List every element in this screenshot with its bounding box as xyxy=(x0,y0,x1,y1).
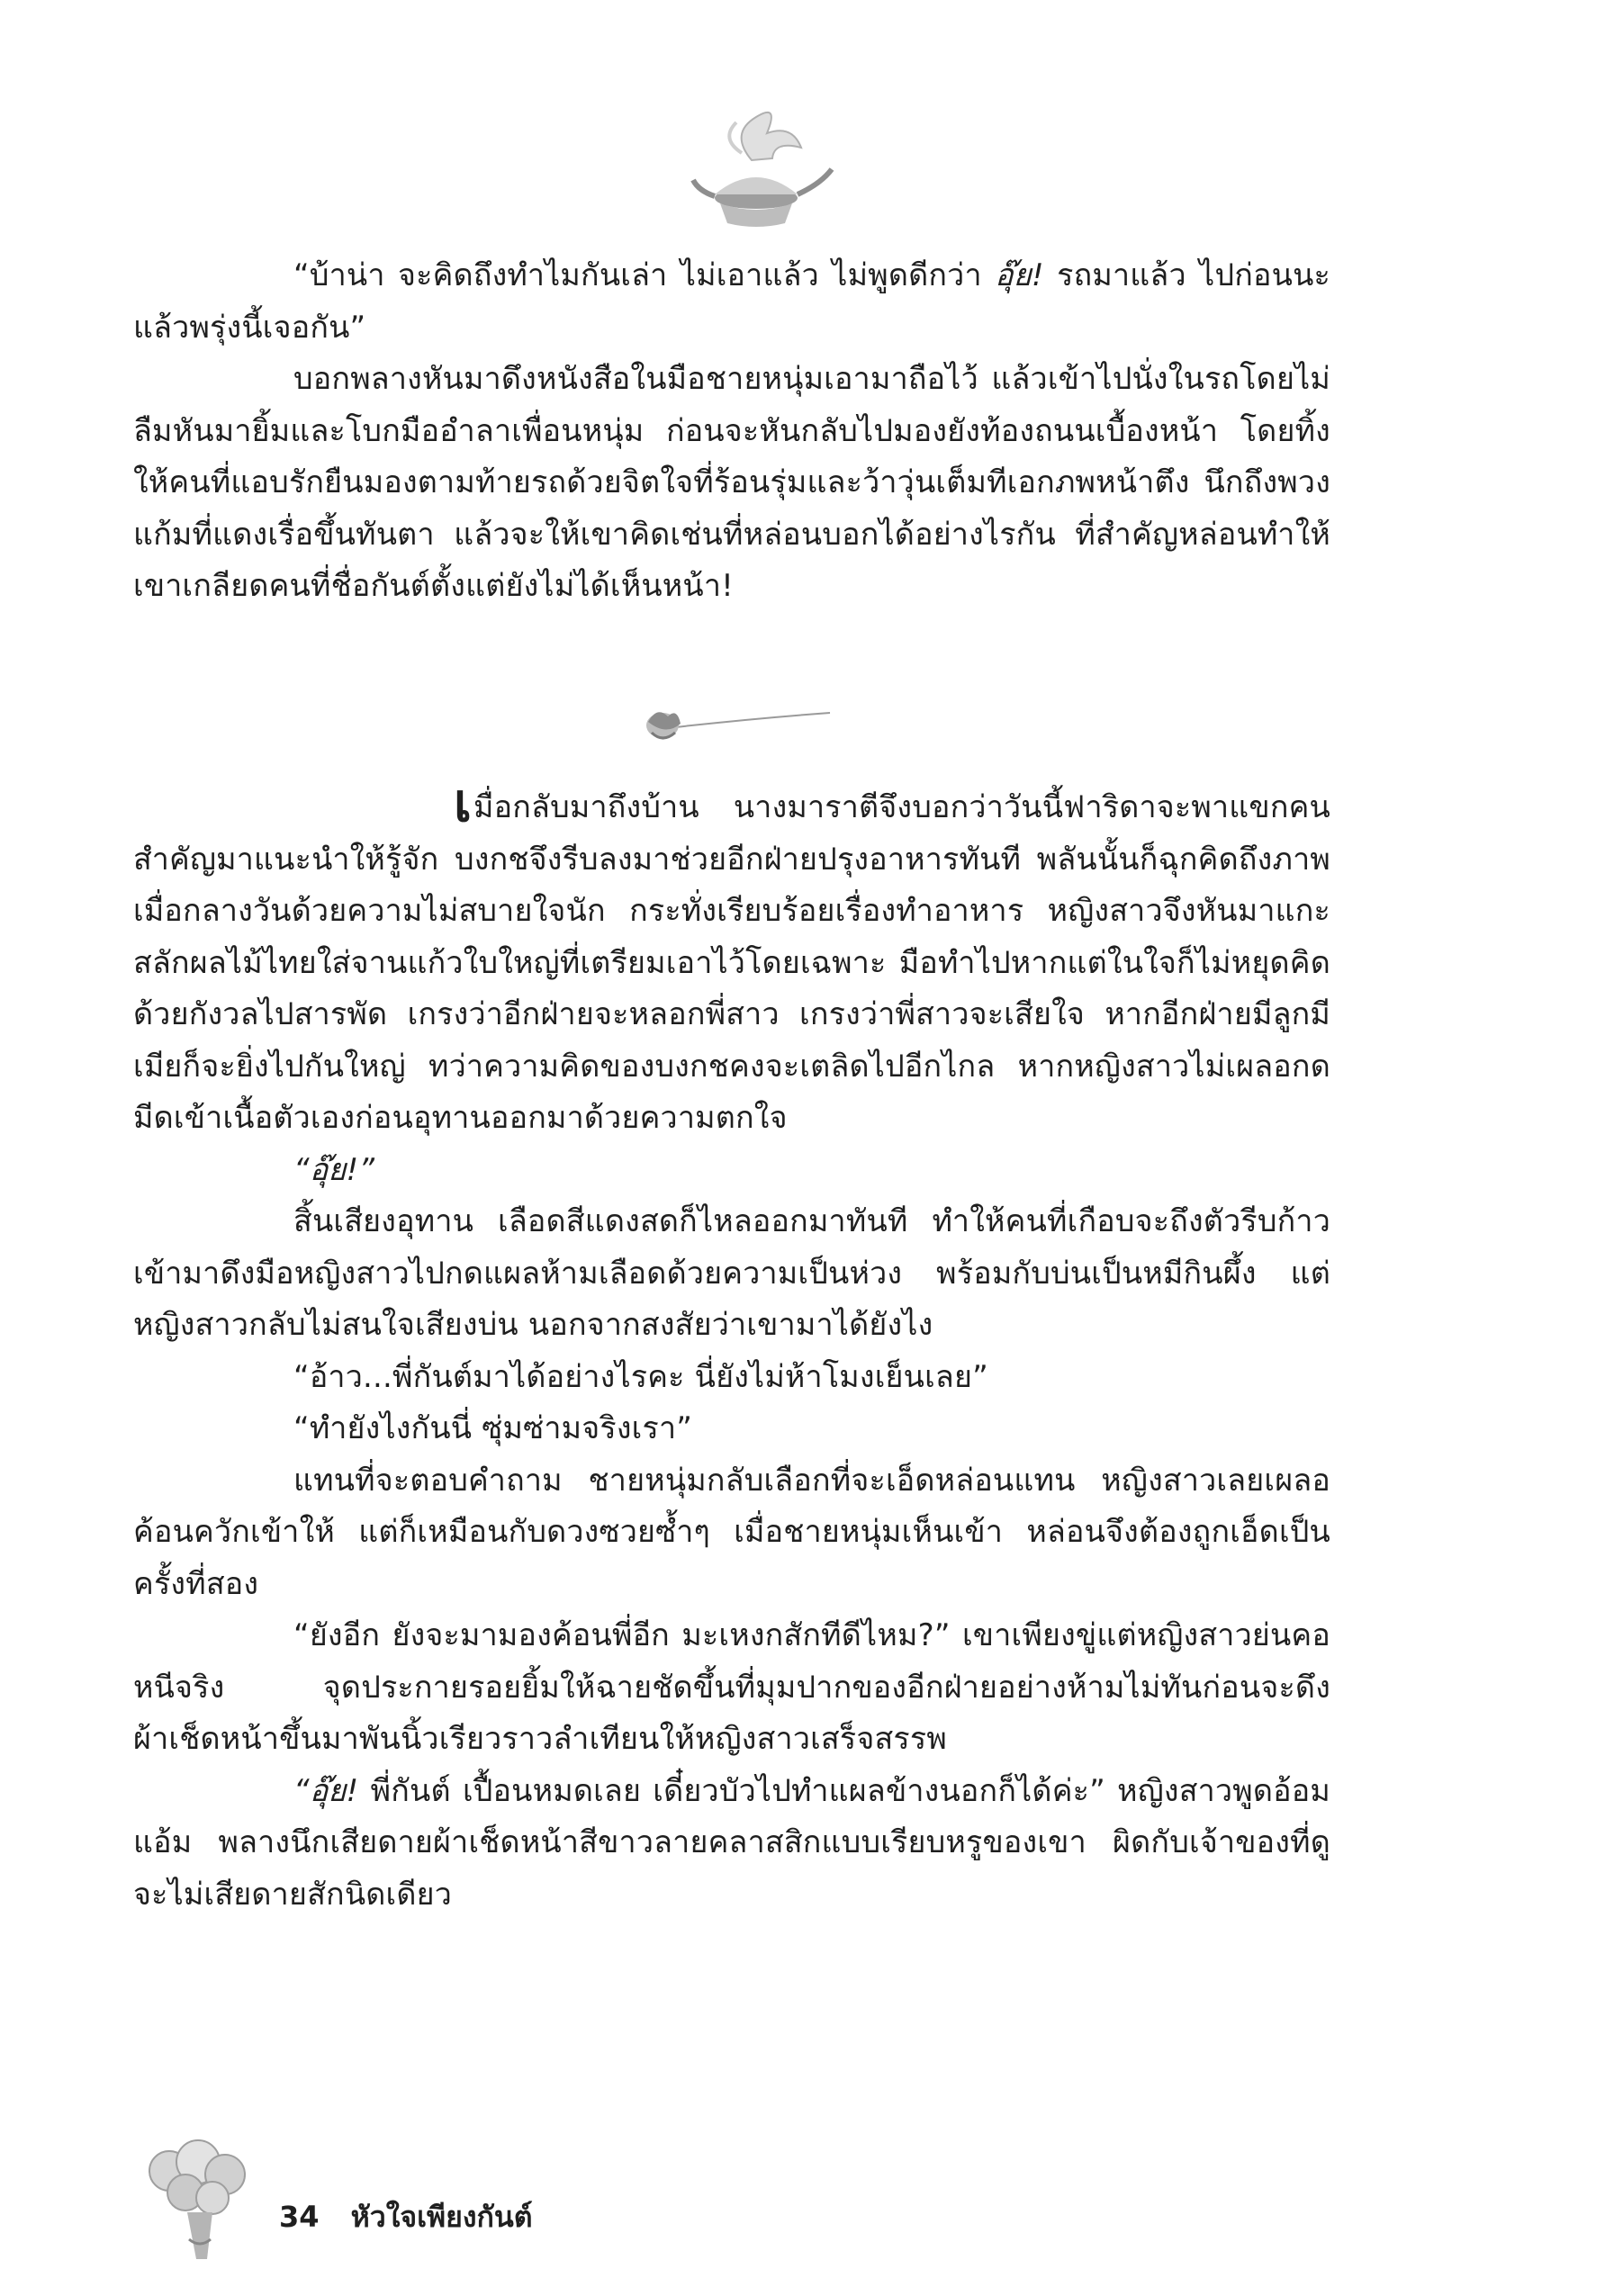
paragraph: บอกพลางหันมาดึงหนังสือในมือชายหนุ่มเอามาถือไว้ แล้วเข้าไปนั่งในรถโดยไม่ลืมหันมายิ้มและโบกมืออำลาเพื่อนหนุ่ม ก่อนจะหันกลับไปมองยังท้องถนนเบื้องหน้า โดยทิ้งให้คนที่แอบรักยืนมองตามท้ายรถด้วยจิตใจที่ร้อนรุ่มและว้าวุ่นเต็มทีเอกภพหน้าตึง นึกถึงพวงแก้มที่แดงเรื่อขึ้นทันตา แล้วจะให้เขาคิดเช่นที่หล่อนบอกได้อย่างไรกัน ที่สำคัญหล่อนทำให้เขาเกลียดคนที่ชื่อกันต์ตั้งแต่ยังไม่ได้เห็นหน้า! xyxy=(133,361,1330,604)
paragraph: “ยังอีก ยังจะมามองค้อนพี่อีก มะเหงกสักทีดีไหม?” เขาเพียงขู่แต่หญิงสาวย่นคอหนีจริง จุดประกายรอยยิ้มให้ฉายชัดขึ้นที่มุมปากของอีกฝ่ายอย่างห้ามไม่ทันก่อนจะดึงผ้าเช็ดหน้าขึ้นมาพันนิ้วเรียวราวลำเทียนให้หญิงสาวเสร็จสรรพ xyxy=(133,1617,1330,1757)
dialogue-text: “บ้าน่า จะคิดถึงทำไมกันเล่า ไม่เอาแล้ว ไม่พูดดีกว่า xyxy=(293,257,996,293)
paragraph: เมื่อกลับมาถึงบ้าน นางมาราตีจึงบอกว่าวันนี้ฟาริดาจะพาแขกคนสำคัญมาแนะนำให้รู้จัก บงกชจึงรีบลงมาช่วยอีกฝ่ายปรุงอาหารทันที พลันนั้นก็ฉุกคิดถึงภาพเมื่อกลางวันด้วยความไม่สบายใจนัก กระทั่งเรียบร้อยเรื่องทำอาหาร หญิงสาวจึงหันมาแกะสลักผลไม้ไทยใส่จานแก้วใบใหญ่ที่เตรียมเอาไว้โดยเฉพาะ มือทำไปหากแต่ในใจก็ไม่หยุดคิด ด้วยกังวลไปสารพัด เกรงว่าอีกฝ่ายจะหลอกพี่สาว เกรงว่าพี่สาวจะเสียใจ หากอีกฝ่ายมีลูกมีเมียก็จะยิ่งไปกันใหญ่ ทว่าความคิดของบงกชคงจะเตลิดไปอีกไกล หากหญิงสาวไม่เผลอกดมีดเข้าเนื้อตัวเองก่อนอุทานออกมาด้วยความตกใจ xyxy=(133,772,1330,1136)
paragraph: แทนที่จะตอบคำถาม ชายหนุ่มกลับเลือกที่จะเอ็ดหล่อนแทน หญิงสาวเลยเผลอค้อนควักเข้าให้ แต่ก็เหมือนกับดวงซวยซ้ำๆ เมื่อชายหนุ่มเห็นเข้า หล่อนจึงต้องถูกเอ็ดเป็นครั้งที่สอง xyxy=(133,1462,1330,1602)
drop-cap: เ xyxy=(454,772,473,833)
paragraph: “อุ๊ย! พี่กันต์ เปื้อนหมดเลย เดี๋ยวบัวไปทำแผลข้างนอกก็ได้ค่ะ” หญิงสาวพูดอ้อมแอ้ม พลางนึกเสียดายผ้าเช็ดหน้าสีขาวลายคลาสสิกแบบเรียบหรูของเขา ผิดกับเจ้าของที่ดูจะไม่เสียดายสักนิดเดียว xyxy=(133,1772,1330,1913)
section-one xyxy=(133,250,1330,613)
flower-divider-icon xyxy=(621,691,837,754)
page-number: 34 xyxy=(279,2200,320,2234)
paragraph xyxy=(133,250,1330,354)
paragraph: “อุ๊ย!” xyxy=(293,1151,375,1188)
paragraph: “ทำยังไงกันนี่ ซุ่มซ่ามจริงเรา” xyxy=(293,1410,693,1446)
bouquet-icon xyxy=(133,2133,259,2268)
dialogue-text: รถมาแล้ว ไปก่อนนะ แล้วพรุ่งนี้เจอกัน” xyxy=(133,257,1330,346)
paragraph: สิ้นเสียงอุทาน เลือดสีแดงสดก็ไหลออกมาทันที ทำให้คนที่เกือบจะถึงตัวรีบก้าวเข้ามาดึงมือหญิงสาวไปกดแผลห้ามเลือดด้วยความเป็นห่วง พร้อมกับบ่นเป็นหมีกินผึ้ง แต่หญิงสาวกลับไม่สนใจเสียงบ่น นอกจากสงสัยว่าเขามาได้ยังไง xyxy=(133,1203,1330,1343)
page-footer xyxy=(279,2194,533,2240)
section-two xyxy=(133,772,1330,1921)
emphasis-text: อุ๊ย! xyxy=(995,257,1044,293)
book-title: หัวใจเพียงกันต์ xyxy=(350,2200,533,2234)
paragraph: “อ้าว...พี่กันต์มาได้อย่างไรคะ นี่ยังไม่ห้าโมงเย็นเลย” xyxy=(293,1358,988,1395)
teapot-ornament-icon xyxy=(666,97,846,232)
